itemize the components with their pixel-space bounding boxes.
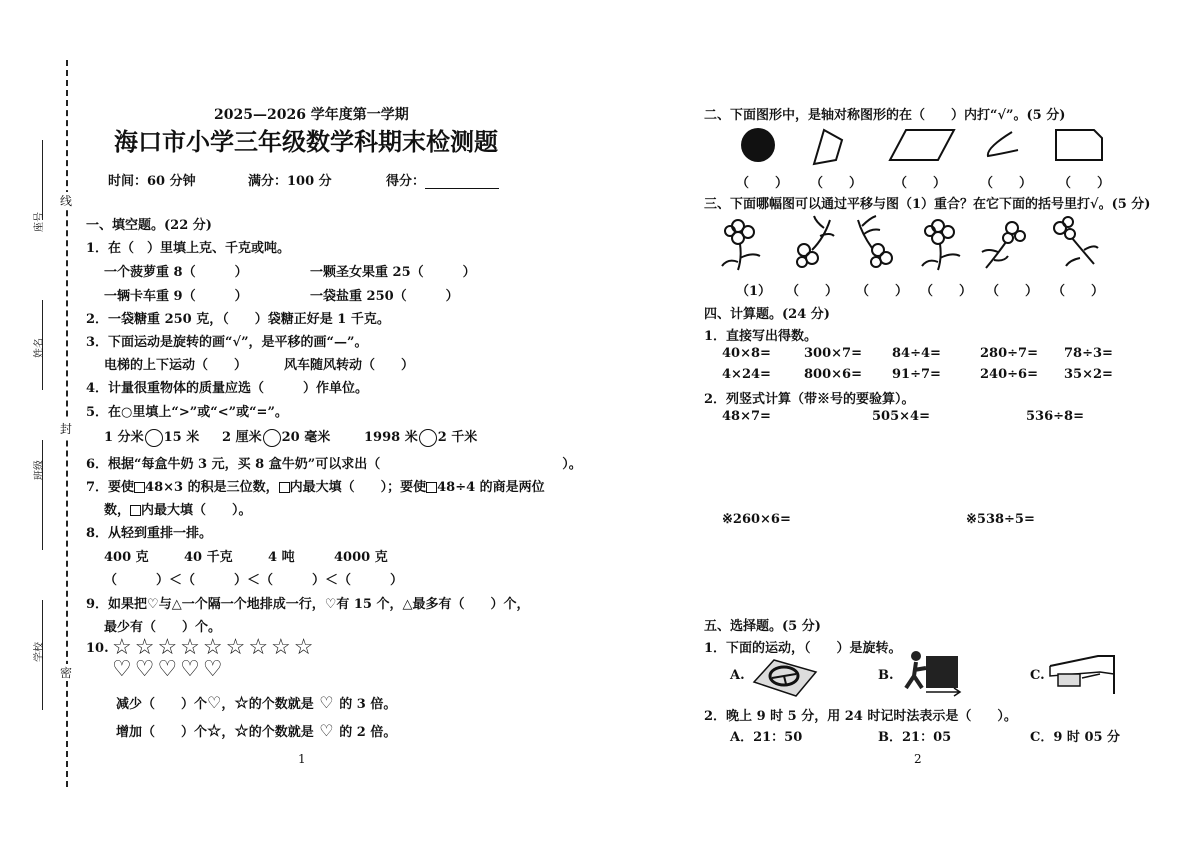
school-label: 学校 bbox=[34, 642, 45, 662]
flower-icon bbox=[722, 220, 760, 270]
exam-time: 时间：60 分钟 bbox=[108, 174, 196, 189]
vertical-calc-4[interactable]: ※260×6= bbox=[722, 512, 791, 527]
s3-bracket-4[interactable]: （ ） bbox=[920, 284, 973, 299]
q8-item-3: 4 吨 bbox=[268, 550, 295, 565]
heart-icon: ♡ bbox=[313, 721, 340, 740]
heart-icon: ♡ bbox=[147, 597, 159, 612]
year-line: 2025—2026 学年度第一学期 bbox=[214, 107, 409, 123]
q1-item-c[interactable]: 一辆卡车重 9（ ） bbox=[104, 289, 248, 304]
symmetry-shapes bbox=[738, 126, 1108, 166]
s2-bracket-2[interactable]: （ ） bbox=[810, 176, 863, 191]
square-box-icon bbox=[134, 482, 145, 493]
heart-icon: ♡ bbox=[207, 693, 222, 712]
s5-q2-option-a[interactable]: A．21：50 bbox=[730, 730, 803, 745]
s2-bracket-3[interactable]: （ ） bbox=[894, 176, 947, 191]
calc-1[interactable]: 40×8= bbox=[722, 346, 771, 361]
vertical-calc-5[interactable]: ※538÷5= bbox=[966, 512, 1035, 527]
calc-4[interactable]: 280÷7= bbox=[980, 346, 1038, 361]
flower-icon bbox=[858, 216, 892, 267]
hook-shape bbox=[988, 132, 1018, 156]
heart-row: ♡♡♡♡♡ bbox=[112, 657, 226, 682]
flower-icon bbox=[1054, 217, 1098, 266]
parallelogram-shape bbox=[890, 130, 954, 160]
cut-rectangle-shape bbox=[1056, 130, 1102, 160]
s2-bracket-4[interactable]: （ ） bbox=[980, 176, 1033, 191]
star-icon: ☆ bbox=[207, 721, 222, 740]
q10-number: 10. bbox=[86, 641, 109, 656]
q8-item-1: 400 克 bbox=[104, 550, 149, 565]
q8-item-4: 4000 克 bbox=[334, 550, 388, 565]
star-icon: ☆ bbox=[234, 721, 249, 740]
calc-9[interactable]: 240÷6= bbox=[980, 367, 1038, 382]
q3-item-a[interactable]: 电梯的上下运动（ ） bbox=[104, 358, 248, 373]
page-title: 海口市小学三年级数学科期末检测题 bbox=[114, 127, 498, 156]
compare-circle-a[interactable] bbox=[145, 429, 163, 447]
s5-q2-option-b[interactable]: B．21：05 bbox=[878, 730, 952, 745]
page-number-1: 1 bbox=[298, 752, 306, 766]
q1-text: 1．在（ ）里填上克、千克或吨。 bbox=[86, 241, 291, 256]
pushing-box-icon bbox=[896, 648, 964, 698]
flower-icon bbox=[982, 222, 1025, 268]
name-label: 姓名 bbox=[34, 338, 45, 358]
q2-text[interactable]: 2．一袋糖重 250 克，（ ）袋糖正好是 1 千克。 bbox=[86, 312, 390, 327]
compare-circle-b[interactable] bbox=[263, 429, 281, 447]
filled-circle-shape bbox=[741, 128, 775, 162]
q1-item-d[interactable]: 一袋盐重 250（ ） bbox=[310, 289, 459, 304]
score-field: 得分： bbox=[386, 170, 499, 189]
q7-line2: 数， 内最大填（ ）。 bbox=[104, 503, 252, 518]
s4-q2-text: 2．列竖式计算（带※号的要验算）。 bbox=[704, 392, 915, 407]
q1-item-a[interactable]: 一个菠萝重 8（ ） bbox=[104, 265, 248, 280]
s3-bracket-3[interactable]: （ ） bbox=[856, 284, 909, 299]
seat-blank-line bbox=[42, 140, 43, 220]
vertical-calc-2[interactable]: 505×4= bbox=[872, 409, 930, 424]
section4-title: 四、计算题。(24 分) bbox=[704, 307, 830, 322]
square-box-icon bbox=[279, 482, 290, 493]
vertical-calc-3[interactable]: 536÷8= bbox=[1026, 409, 1084, 424]
square-box-icon bbox=[426, 482, 437, 493]
q5-compare-c: 1998 米 2 千米 bbox=[364, 430, 478, 445]
square-box-icon bbox=[130, 505, 141, 516]
q5-compare-a: 1 分米 15 米 bbox=[104, 430, 200, 445]
q8-item-2: 40 千克 bbox=[184, 550, 233, 565]
q10-line-b[interactable]: 增加（ ）个☆，☆的个数就是 ♡ 的 2 倍。 bbox=[116, 721, 397, 740]
s5-q2-text: 2．晚上 9 时 5 分，用 24 时记时法表示是（ ）。 bbox=[704, 709, 1017, 724]
q3-item-b[interactable]: 风车随风转动（ ） bbox=[284, 358, 415, 373]
full-score: 满分：100 分 bbox=[248, 174, 332, 189]
score-blank[interactable] bbox=[425, 174, 499, 189]
calc-6[interactable]: 4×24= bbox=[722, 367, 771, 382]
drawer-icon bbox=[1048, 654, 1116, 696]
seat-label: 座号 bbox=[34, 212, 45, 232]
class-label: 班级 bbox=[34, 460, 45, 480]
margin-seal-char: 封 bbox=[60, 422, 73, 436]
calc-8[interactable]: 91÷7= bbox=[892, 367, 941, 382]
section5-title: 五、选择题。(5 分) bbox=[704, 619, 821, 634]
margin-line-char: 线 bbox=[60, 194, 73, 208]
page-number-2: 2 bbox=[914, 752, 922, 766]
star-row: ☆☆☆☆☆☆☆☆☆ bbox=[112, 635, 317, 660]
s2-bracket-5[interactable]: （ ） bbox=[1058, 176, 1111, 191]
q3-text: 3．下面运动是旋转的画“√”，是平移的画“—”。 bbox=[86, 335, 368, 350]
flower-icon bbox=[922, 220, 960, 270]
s5-q2-option-c[interactable]: C．9 时 05 分 bbox=[1030, 730, 1121, 745]
s3-bracket-2[interactable]: （ ） bbox=[786, 284, 839, 299]
heart-icon: ♡ bbox=[313, 693, 340, 712]
class-blank-line bbox=[42, 440, 43, 550]
q10-line-a[interactable]: 减少（ ）个♡，☆的个数就是 ♡ 的 3 倍。 bbox=[116, 693, 397, 712]
q5-compare-b: 2 厘米 20 毫米 bbox=[222, 430, 331, 445]
q8-text: 8．从轻到重排一排。 bbox=[86, 526, 213, 541]
margin-mi-char: 密 bbox=[60, 666, 73, 680]
heart-icon: ♡ bbox=[324, 597, 337, 612]
option-b-label[interactable]: B. bbox=[878, 668, 894, 683]
flower-icon bbox=[797, 216, 834, 267]
s3-label-1: （1） bbox=[736, 284, 772, 299]
s3-bracket-6[interactable]: （ ） bbox=[1052, 284, 1105, 299]
star-icon: ☆ bbox=[234, 693, 249, 712]
q5-text: 5．在○里填上“>”或“<”或“=”。 bbox=[86, 405, 288, 420]
section3-title: 三、下面哪幅图可以通过平移与图（1）重合？在它下面的括号里打√。(5 分) bbox=[704, 197, 1151, 212]
s2-bracket-1[interactable]: （ ） bbox=[736, 176, 789, 191]
q8-order-blanks[interactable]: （ ）＜（ ）＜（ ）＜（ ） bbox=[104, 573, 404, 588]
section2-title: 二、下面图形中，是轴对称图形的在（ ）内打“√”。(5 分) bbox=[704, 108, 1066, 123]
q7-line1: 7．要使 48×3 的积是三位数， 内最大填（ ）；要使 48÷4 的商是两位 bbox=[86, 480, 545, 495]
steering-wheel-icon bbox=[750, 652, 818, 698]
s3-bracket-5[interactable]: （ ） bbox=[986, 284, 1039, 299]
q6-text[interactable]: 6．根据“每盒牛奶 3 元，买 8 盒牛奶”可以求出（ ）。 bbox=[86, 457, 582, 472]
vertical-calc-1[interactable]: 48×7= bbox=[722, 409, 771, 424]
calc-3[interactable]: 84÷4= bbox=[892, 346, 941, 361]
option-c-label[interactable]: C. bbox=[1030, 668, 1045, 683]
calc-7[interactable]: 800×6= bbox=[804, 367, 862, 382]
calc-5[interactable]: 78÷3= bbox=[1064, 346, 1113, 361]
calc-2[interactable]: 300×7= bbox=[804, 346, 862, 361]
q9-line2[interactable]: 最少有（ ）个。 bbox=[104, 620, 222, 635]
option-a-label[interactable]: A. bbox=[730, 668, 745, 683]
s4-q1-text: 1．直接写出得数。 bbox=[704, 329, 818, 344]
q4-text[interactable]: 4．计量很重物体的质量应选（ ）作单位。 bbox=[86, 381, 369, 396]
section1-title: 一、填空题。(22 分) bbox=[86, 218, 212, 233]
s5-q1-text: 1．下面的运动，（ ）是旋转。 bbox=[704, 641, 902, 656]
flower-figures bbox=[720, 214, 1110, 276]
q9-line1: 9．如果把♡与△一个隔一个地排成一行，♡有 15 个，△最多有（ ）个， bbox=[86, 597, 530, 612]
q1-item-b[interactable]: 一颗圣女果重 25（ ） bbox=[310, 265, 476, 280]
calc-10[interactable]: 35×2= bbox=[1064, 367, 1113, 382]
irregular-shape bbox=[814, 130, 842, 164]
compare-circle-c[interactable] bbox=[419, 429, 437, 447]
